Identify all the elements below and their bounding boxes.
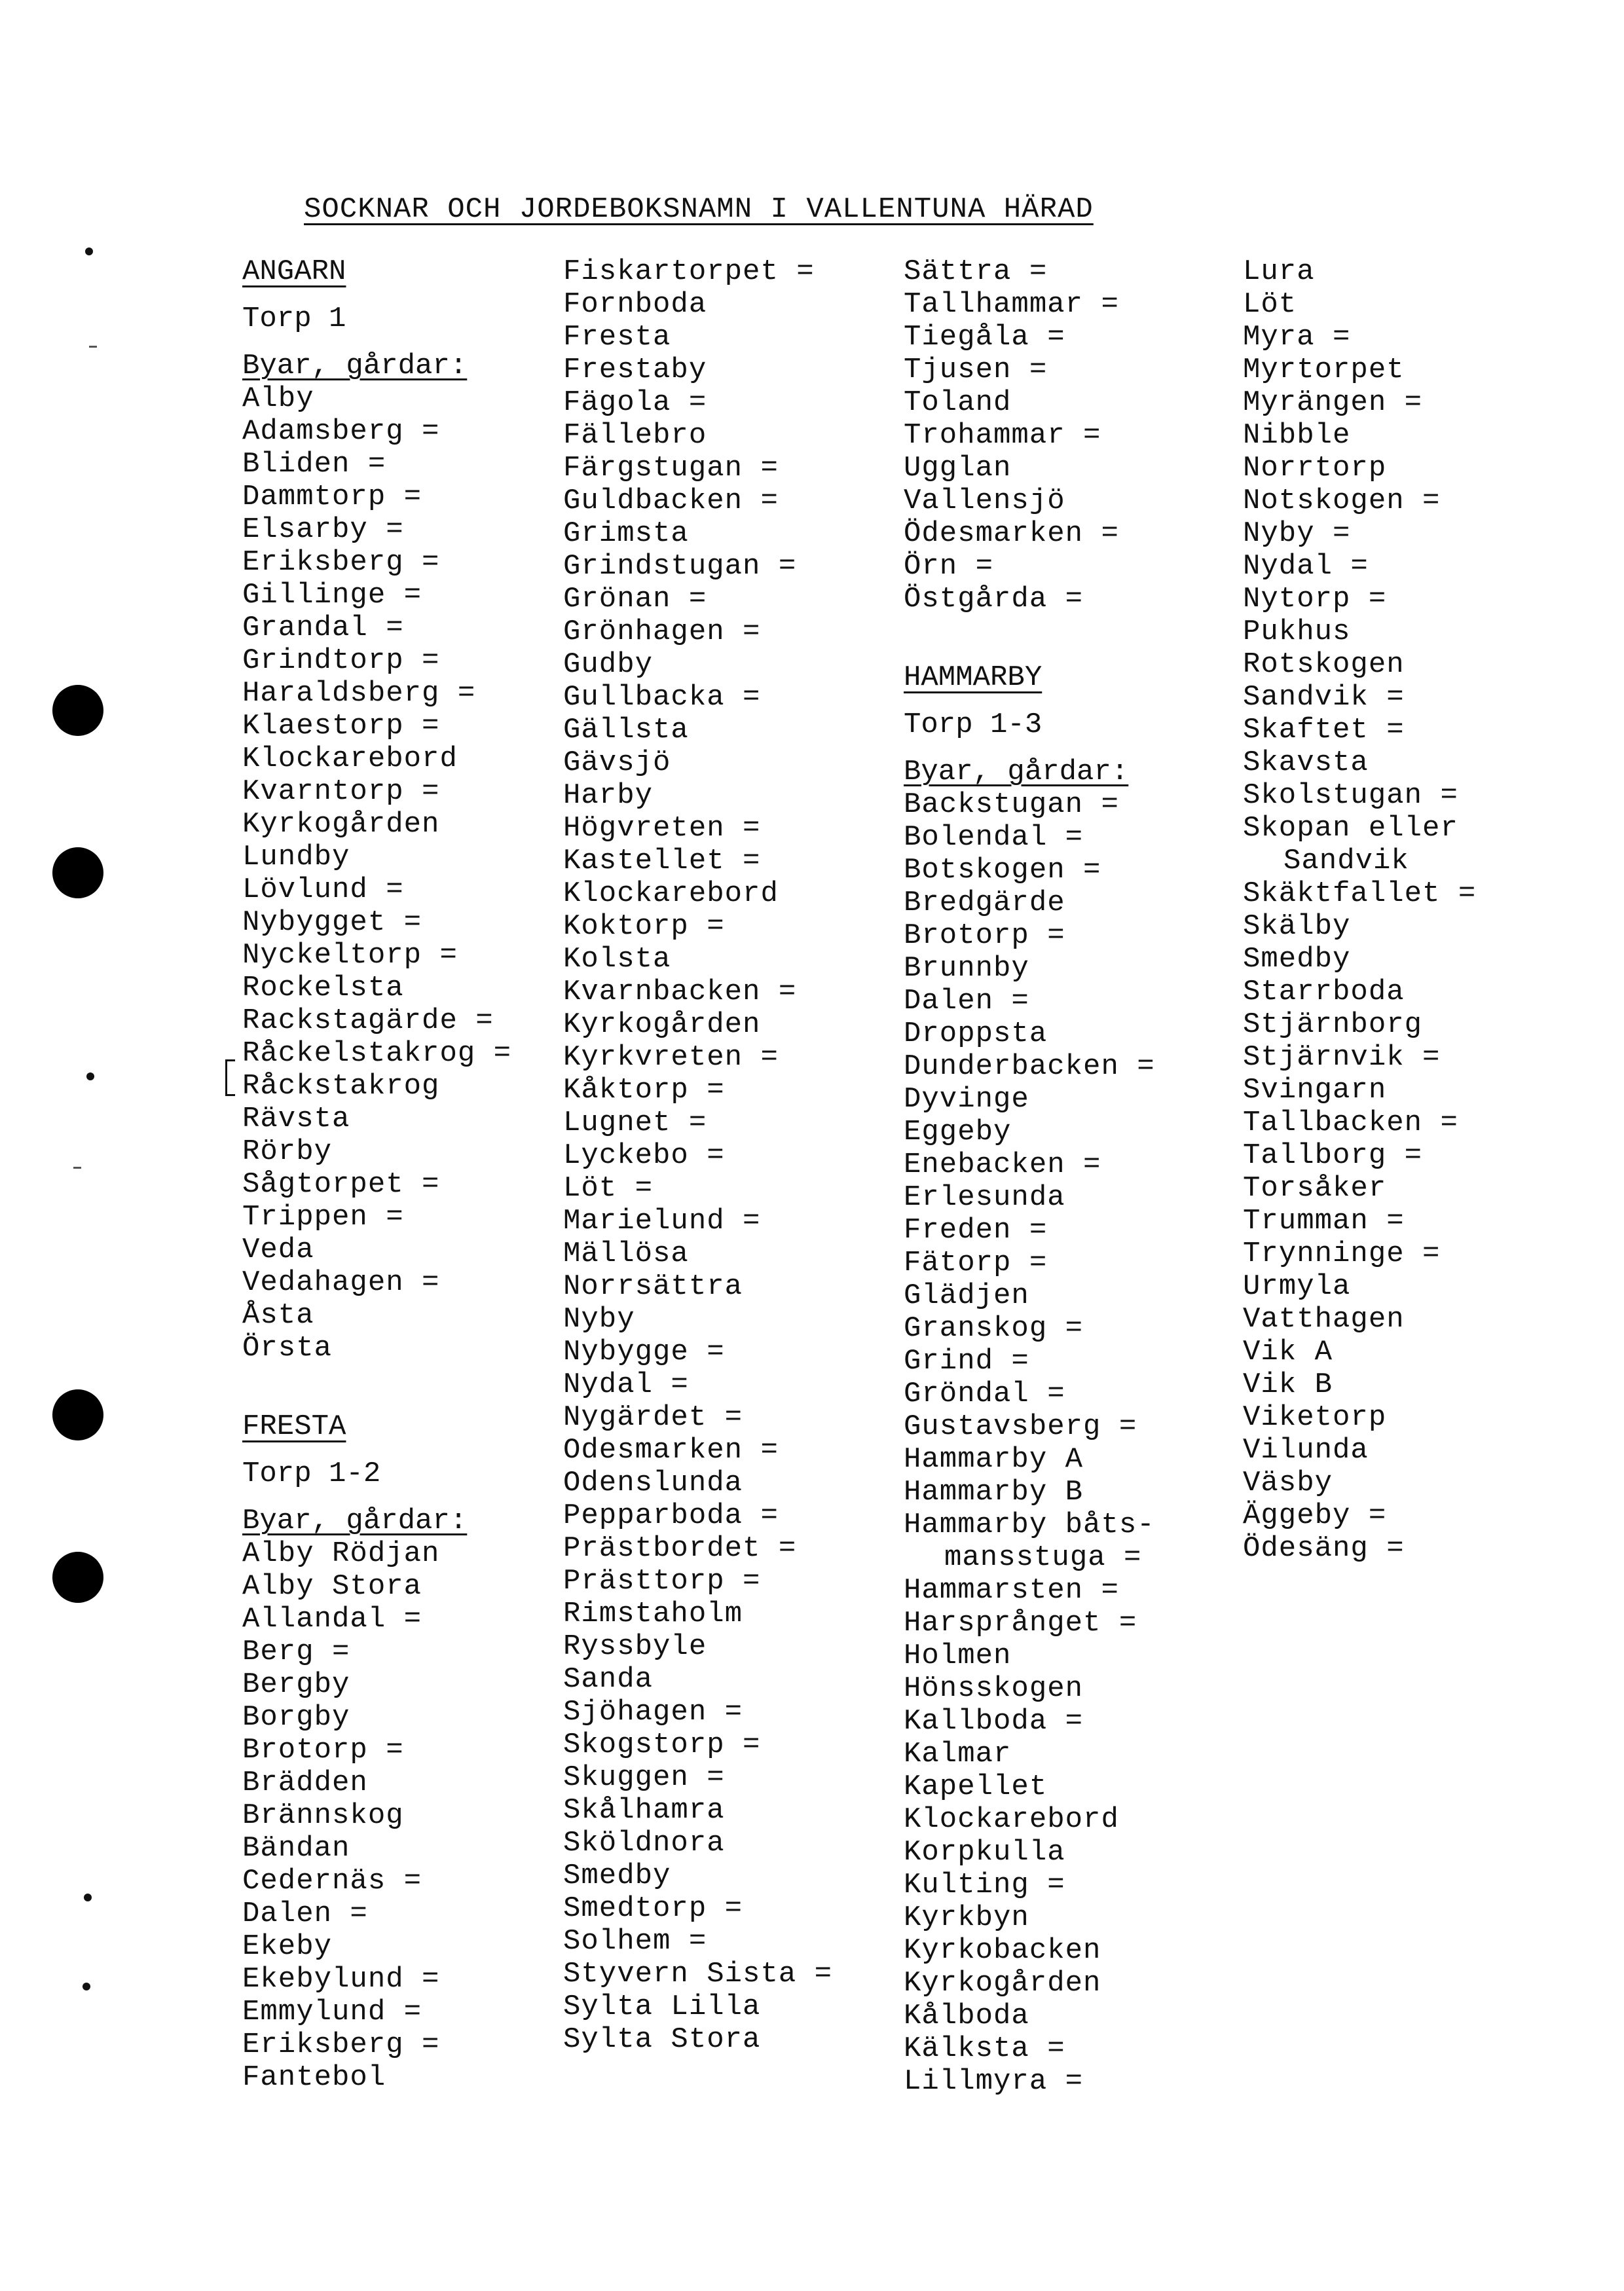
list-item: Grandal = xyxy=(242,612,404,644)
list-item: Kåktorp = xyxy=(563,1074,725,1107)
list-item: Gröndal = xyxy=(904,1378,1065,1410)
list-item: Cedernäs = xyxy=(242,1865,422,1897)
list-item: Norrtorp xyxy=(1243,452,1387,485)
list-item: Nytorp = xyxy=(1243,583,1387,615)
binder-hole xyxy=(52,1552,103,1603)
list-item: Gustavsberg = xyxy=(904,1410,1137,1443)
list-item: Eriksberg = xyxy=(242,2028,440,2061)
list-item: Glädjen xyxy=(904,1279,1029,1312)
list-item: Bolendal = xyxy=(904,821,1084,854)
list-item: Sågtorpet = xyxy=(242,1168,440,1201)
list-item: Sylta Lilla xyxy=(563,1990,761,2023)
list-item: Nyckeltorp = xyxy=(242,939,458,972)
list-item: Skopan eller xyxy=(1243,812,1458,845)
list-item: Nygärdet = xyxy=(563,1401,743,1434)
list-item: Bergby xyxy=(242,1668,350,1701)
column-2 xyxy=(563,255,904,2056)
list-item: Fiskartorpet = xyxy=(563,255,815,288)
list-item: Granskog = xyxy=(904,1312,1084,1345)
binder-hole xyxy=(52,1389,103,1440)
list-item: Sköldnora xyxy=(563,1827,725,1860)
list-item: Dyvinge xyxy=(904,1083,1029,1116)
list-item: Rörby xyxy=(242,1135,333,1168)
list-item: Ugglan xyxy=(904,452,1012,485)
list-item: Lundby xyxy=(242,841,350,873)
list-item: Nydal = xyxy=(563,1368,689,1401)
list-item: Kålboda xyxy=(904,2000,1029,2032)
list-item: Sylta Stora xyxy=(563,2023,761,2056)
list-item: Skavsta xyxy=(1243,746,1369,779)
list-item: Rotskogen xyxy=(1243,648,1405,681)
list-item: Ödesmarken = xyxy=(904,517,1119,550)
list-item: Guldbacken = xyxy=(563,485,779,517)
list-item: Kyrkobacken xyxy=(904,1934,1101,1967)
list-item: Klockarebord xyxy=(242,742,458,775)
list-item: Emmylund = xyxy=(242,1996,422,2028)
list-item: Grind = xyxy=(904,1345,1029,1378)
list-item: Kastellet = xyxy=(563,845,761,877)
place-list-hammarby-a xyxy=(904,788,1244,1541)
list-item: Kvarnbacken = xyxy=(563,976,797,1008)
list-item: Odesmarken = xyxy=(563,1434,779,1467)
list-item: Dunderbacken = xyxy=(904,1050,1155,1083)
list-item: Kolsta xyxy=(563,943,671,976)
list-item: Råckstakrog xyxy=(242,1070,440,1103)
list-item: Fornboda xyxy=(563,288,707,321)
section-heading-angarn: ANGARN xyxy=(242,255,346,288)
list-item: Pepparboda = xyxy=(563,1499,779,1532)
list-item: Rimstaholm xyxy=(563,1598,743,1630)
list-item: Skäktfallet = xyxy=(1243,877,1477,910)
list-item: Kyrkbyn xyxy=(904,1901,1029,1934)
list-item: Grindstugan = xyxy=(563,550,797,583)
list-item: Äggeby = xyxy=(1243,1499,1387,1532)
list-item: Erlesunda xyxy=(904,1181,1065,1214)
list-item: Toland xyxy=(904,386,1012,419)
margin-speck xyxy=(89,346,97,348)
column-4 xyxy=(1243,255,1583,1565)
column-1 xyxy=(242,255,583,2094)
list-item: Hammarby båts- xyxy=(904,1509,1155,1541)
list-item: Bredgärde xyxy=(904,887,1065,919)
list-item: Sandvik = xyxy=(1243,681,1405,714)
list-item: Gullbacka = xyxy=(563,681,761,714)
binder-hole xyxy=(52,685,103,736)
list-item: Solhem = xyxy=(563,1925,707,1958)
list-item: Rackstagärde = xyxy=(242,1004,494,1037)
list-item: Haraldsberg = xyxy=(242,677,476,710)
margin-speck xyxy=(85,247,93,255)
list-item: Vedahagen = xyxy=(242,1266,440,1299)
list-item: Gudby xyxy=(563,648,654,681)
list-item: Bändan xyxy=(242,1832,350,1865)
list-item: Vallensjö xyxy=(904,485,1065,517)
list-item: Odenslunda xyxy=(563,1467,743,1499)
list-item: Kalmar xyxy=(904,1738,1012,1770)
list-item: Hammarby B xyxy=(904,1476,1084,1509)
list-item: Ekebylund = xyxy=(242,1963,440,1996)
list-item: Gävsjö xyxy=(563,746,671,779)
list-item: Kyrkvreten = xyxy=(563,1041,779,1074)
list-item: Vatthagen xyxy=(1243,1303,1405,1336)
list-item: Grönan = xyxy=(563,583,707,615)
list-item: Tjusen = xyxy=(904,354,1048,386)
list-item: Väsby xyxy=(1243,1467,1333,1499)
list-item: Trippen = xyxy=(242,1201,404,1234)
list-item: Östgårda = xyxy=(904,583,1084,615)
list-item: Notskogen = xyxy=(1243,485,1441,517)
list-item: Dalen = xyxy=(242,1897,368,1930)
list-item: Brädden xyxy=(242,1767,368,1799)
list-item: Myrtorpet xyxy=(1243,354,1405,386)
byar-label-hammarby: Byar, gårdar: xyxy=(904,756,1129,788)
list-item: Allandal = xyxy=(242,1603,422,1636)
list-item: Löt xyxy=(1243,288,1297,321)
list-item: Svingarn xyxy=(1243,1074,1387,1107)
list-item: Vik A xyxy=(1243,1336,1333,1368)
list-item: Skaftet = xyxy=(1243,714,1405,746)
list-item: Tiegåla = xyxy=(904,321,1065,354)
list-item: Klockarebord xyxy=(904,1803,1119,1836)
list-item: Alby Rödjan xyxy=(242,1537,440,1570)
list-item: Tallborg = xyxy=(1243,1139,1423,1172)
list-item: Bliden = xyxy=(242,448,386,481)
list-item: Brännskog xyxy=(242,1799,404,1832)
list-item: Koktorp = xyxy=(563,910,725,943)
column-3 xyxy=(904,255,1244,2098)
list-item: Brotorp = xyxy=(242,1734,404,1767)
list-item: Stjärnvik = xyxy=(1243,1041,1441,1074)
list-item: Enebacken = xyxy=(904,1148,1101,1181)
list-item: Prästtorp = xyxy=(563,1565,761,1598)
list-item: Urmyla xyxy=(1243,1270,1351,1303)
binder-hole xyxy=(52,847,103,898)
byar-label-fresta: Byar, gårdar: xyxy=(242,1505,468,1537)
list-item: Ryssbyle xyxy=(563,1630,707,1663)
list-item: Eggeby xyxy=(904,1116,1012,1148)
list-item: Botskogen = xyxy=(904,854,1101,887)
place-list-hammarby-b xyxy=(904,1574,1244,2098)
list-item: Kulting = xyxy=(904,1869,1065,1901)
list-item: Trynninge = xyxy=(1243,1237,1441,1270)
place-list-column-3-top xyxy=(904,255,1244,615)
list-item: Styvern Sista = xyxy=(563,1958,833,1990)
list-item: Tallbacken = xyxy=(1243,1107,1458,1139)
list-item: Skälby xyxy=(1243,910,1351,943)
list-item: Smedby xyxy=(563,1860,671,1892)
margin-speck xyxy=(84,1894,92,1901)
list-item: Lövlund = xyxy=(242,873,404,906)
list-item: Freden = xyxy=(904,1214,1048,1247)
list-item: Nyby = xyxy=(1243,517,1351,550)
list-item: Hammarsten = xyxy=(904,1574,1119,1607)
list-item: Fällebro xyxy=(563,419,707,452)
list-item: Lura xyxy=(1243,255,1315,288)
list-item: Korpkulla xyxy=(904,1836,1065,1869)
list-item: Marielund = xyxy=(563,1205,761,1237)
list-item: Rävsta xyxy=(242,1103,350,1135)
list-item: Örn = xyxy=(904,550,994,583)
list-item: Sjöhagen = xyxy=(563,1696,743,1729)
list-item: Holmen xyxy=(904,1640,1012,1672)
page-title: SOCKNAR OCH JORDEBOKSNAMN I VALLENTUNA HÄRAD xyxy=(304,193,1094,226)
list-item: Lugnet = xyxy=(563,1107,707,1139)
list-item: Harby xyxy=(563,779,654,812)
list-item: Torsåker xyxy=(1243,1172,1387,1205)
list-item: Nybygge = xyxy=(563,1336,725,1368)
list-item: Pukhus xyxy=(1243,615,1351,648)
list-item: Lyckebo = xyxy=(563,1139,725,1172)
list-item: Frestaby xyxy=(563,354,707,386)
list-item: Elsarby = xyxy=(242,513,404,546)
list-item: Trohammar = xyxy=(904,419,1101,452)
list-item: Högvreten = xyxy=(563,812,761,845)
list-item: Smedby xyxy=(1243,943,1351,976)
place-list-fresta xyxy=(242,1537,583,2094)
list-item: Dammtorp = xyxy=(242,481,422,513)
list-item: Färgstugan = xyxy=(563,452,779,485)
list-item: Fätorp = xyxy=(904,1247,1048,1279)
list-item: Nybygget = xyxy=(242,906,422,939)
list-item: Åsta xyxy=(242,1299,314,1332)
place-list-column-4-b xyxy=(1243,877,1583,1565)
list-item: Dalen = xyxy=(904,985,1029,1017)
list-item: Sättra = xyxy=(904,255,1048,288)
list-item: Grönhagen = xyxy=(563,615,761,648)
list-item: Nibble xyxy=(1243,419,1351,452)
list-item: Berg = xyxy=(242,1636,350,1668)
list-item: Grindtorp = xyxy=(242,644,440,677)
list-item: Skolstugan = xyxy=(1243,779,1458,812)
list-item: Hammarby A xyxy=(904,1443,1084,1476)
list-item: Prästbordet = xyxy=(563,1532,797,1565)
torp-label-fresta: Torp 1-2 xyxy=(242,1457,381,1490)
list-item: Örsta xyxy=(242,1332,333,1365)
list-item: Fägola = xyxy=(563,386,707,419)
list-item: Skogstorp = xyxy=(563,1729,761,1761)
list-item: Lillmyra = xyxy=(904,2065,1084,2098)
list-item: Gällsta xyxy=(563,714,689,746)
list-item: Rockelsta xyxy=(242,972,404,1004)
list-item: Starrboda xyxy=(1243,976,1405,1008)
margin-speck xyxy=(83,1983,90,1990)
list-item: Eriksberg = xyxy=(242,546,440,579)
list-item: Alby xyxy=(242,382,314,415)
list-item: Ekeby xyxy=(242,1930,333,1963)
list-item: Råckelstakrog = xyxy=(242,1037,512,1070)
list-item: Skålhamra xyxy=(563,1794,725,1827)
list-item: Vik B xyxy=(1243,1368,1333,1401)
section-heading-hammarby: HAMMARBY xyxy=(904,661,1043,694)
list-item: Sanda xyxy=(563,1663,654,1696)
list-item: Fresta xyxy=(563,321,671,354)
list-item: Tallhammar = xyxy=(904,288,1119,321)
list-item: Borgby xyxy=(242,1701,350,1734)
list-item: Klaestorp = xyxy=(242,710,440,742)
byar-label-angarn: Byar, gårdar: xyxy=(242,350,468,382)
list-item: Skuggen = xyxy=(563,1761,725,1794)
bracket-mark xyxy=(225,1059,235,1096)
list-item-continuation: Sandvik xyxy=(1283,845,1409,877)
list-item: Myrängen = xyxy=(1243,386,1423,419)
list-item: Viketorp xyxy=(1243,1401,1387,1434)
place-list-column-2 xyxy=(563,255,904,2056)
list-item: Kälksta = xyxy=(904,2032,1065,2065)
list-item: Harsprånget = xyxy=(904,1607,1137,1640)
list-item: Kallboda = xyxy=(904,1705,1084,1738)
list-item: Kyrkogården xyxy=(242,808,440,841)
place-list-column-4-a xyxy=(1243,255,1583,845)
list-item: Klockarebord xyxy=(563,877,779,910)
list-item: Norrsättra xyxy=(563,1270,743,1303)
list-item: Kyrkogården xyxy=(904,1967,1101,2000)
place-list-angarn xyxy=(242,382,583,1365)
torp-label-angarn: Torp 1 xyxy=(242,302,346,335)
list-item: Alby Stora xyxy=(242,1570,422,1603)
list-item: Vilunda xyxy=(1243,1434,1369,1467)
list-item: Veda xyxy=(242,1234,314,1266)
section-heading-fresta: FRESTA xyxy=(242,1410,346,1443)
list-item: Stjärnborg xyxy=(1243,1008,1423,1041)
list-item: Nydal = xyxy=(1243,550,1369,583)
list-item: Backstugan = xyxy=(904,788,1119,821)
list-item: Smedtorp = xyxy=(563,1892,743,1925)
list-item: Hönsskogen xyxy=(904,1672,1084,1705)
torp-label-hammarby: Torp 1-3 xyxy=(904,708,1043,741)
list-item: Droppsta xyxy=(904,1017,1048,1050)
list-item: Nyby xyxy=(563,1303,635,1336)
list-item: Fantebol xyxy=(242,2061,386,2094)
list-item: Brotorp = xyxy=(904,919,1065,952)
margin-speck xyxy=(73,1167,81,1169)
margin-speck xyxy=(86,1072,94,1080)
list-item: Adamsberg = xyxy=(242,415,440,448)
list-item: Myra = xyxy=(1243,321,1351,354)
list-item: Kvarntorp = xyxy=(242,775,440,808)
list-item: Löt = xyxy=(563,1172,654,1205)
list-item: Kyrkogården xyxy=(563,1008,761,1041)
list-item-continuation: mansstuga = xyxy=(944,1541,1142,1574)
list-item: Gillinge = xyxy=(242,579,422,612)
list-item: Trumman = xyxy=(1243,1205,1405,1237)
list-item: Kapellet xyxy=(904,1770,1048,1803)
list-item: Ödesäng = xyxy=(1243,1532,1405,1565)
list-item: Mällösa xyxy=(563,1237,689,1270)
list-item: Grimsta xyxy=(563,517,689,550)
list-item: Brunnby xyxy=(904,952,1029,985)
